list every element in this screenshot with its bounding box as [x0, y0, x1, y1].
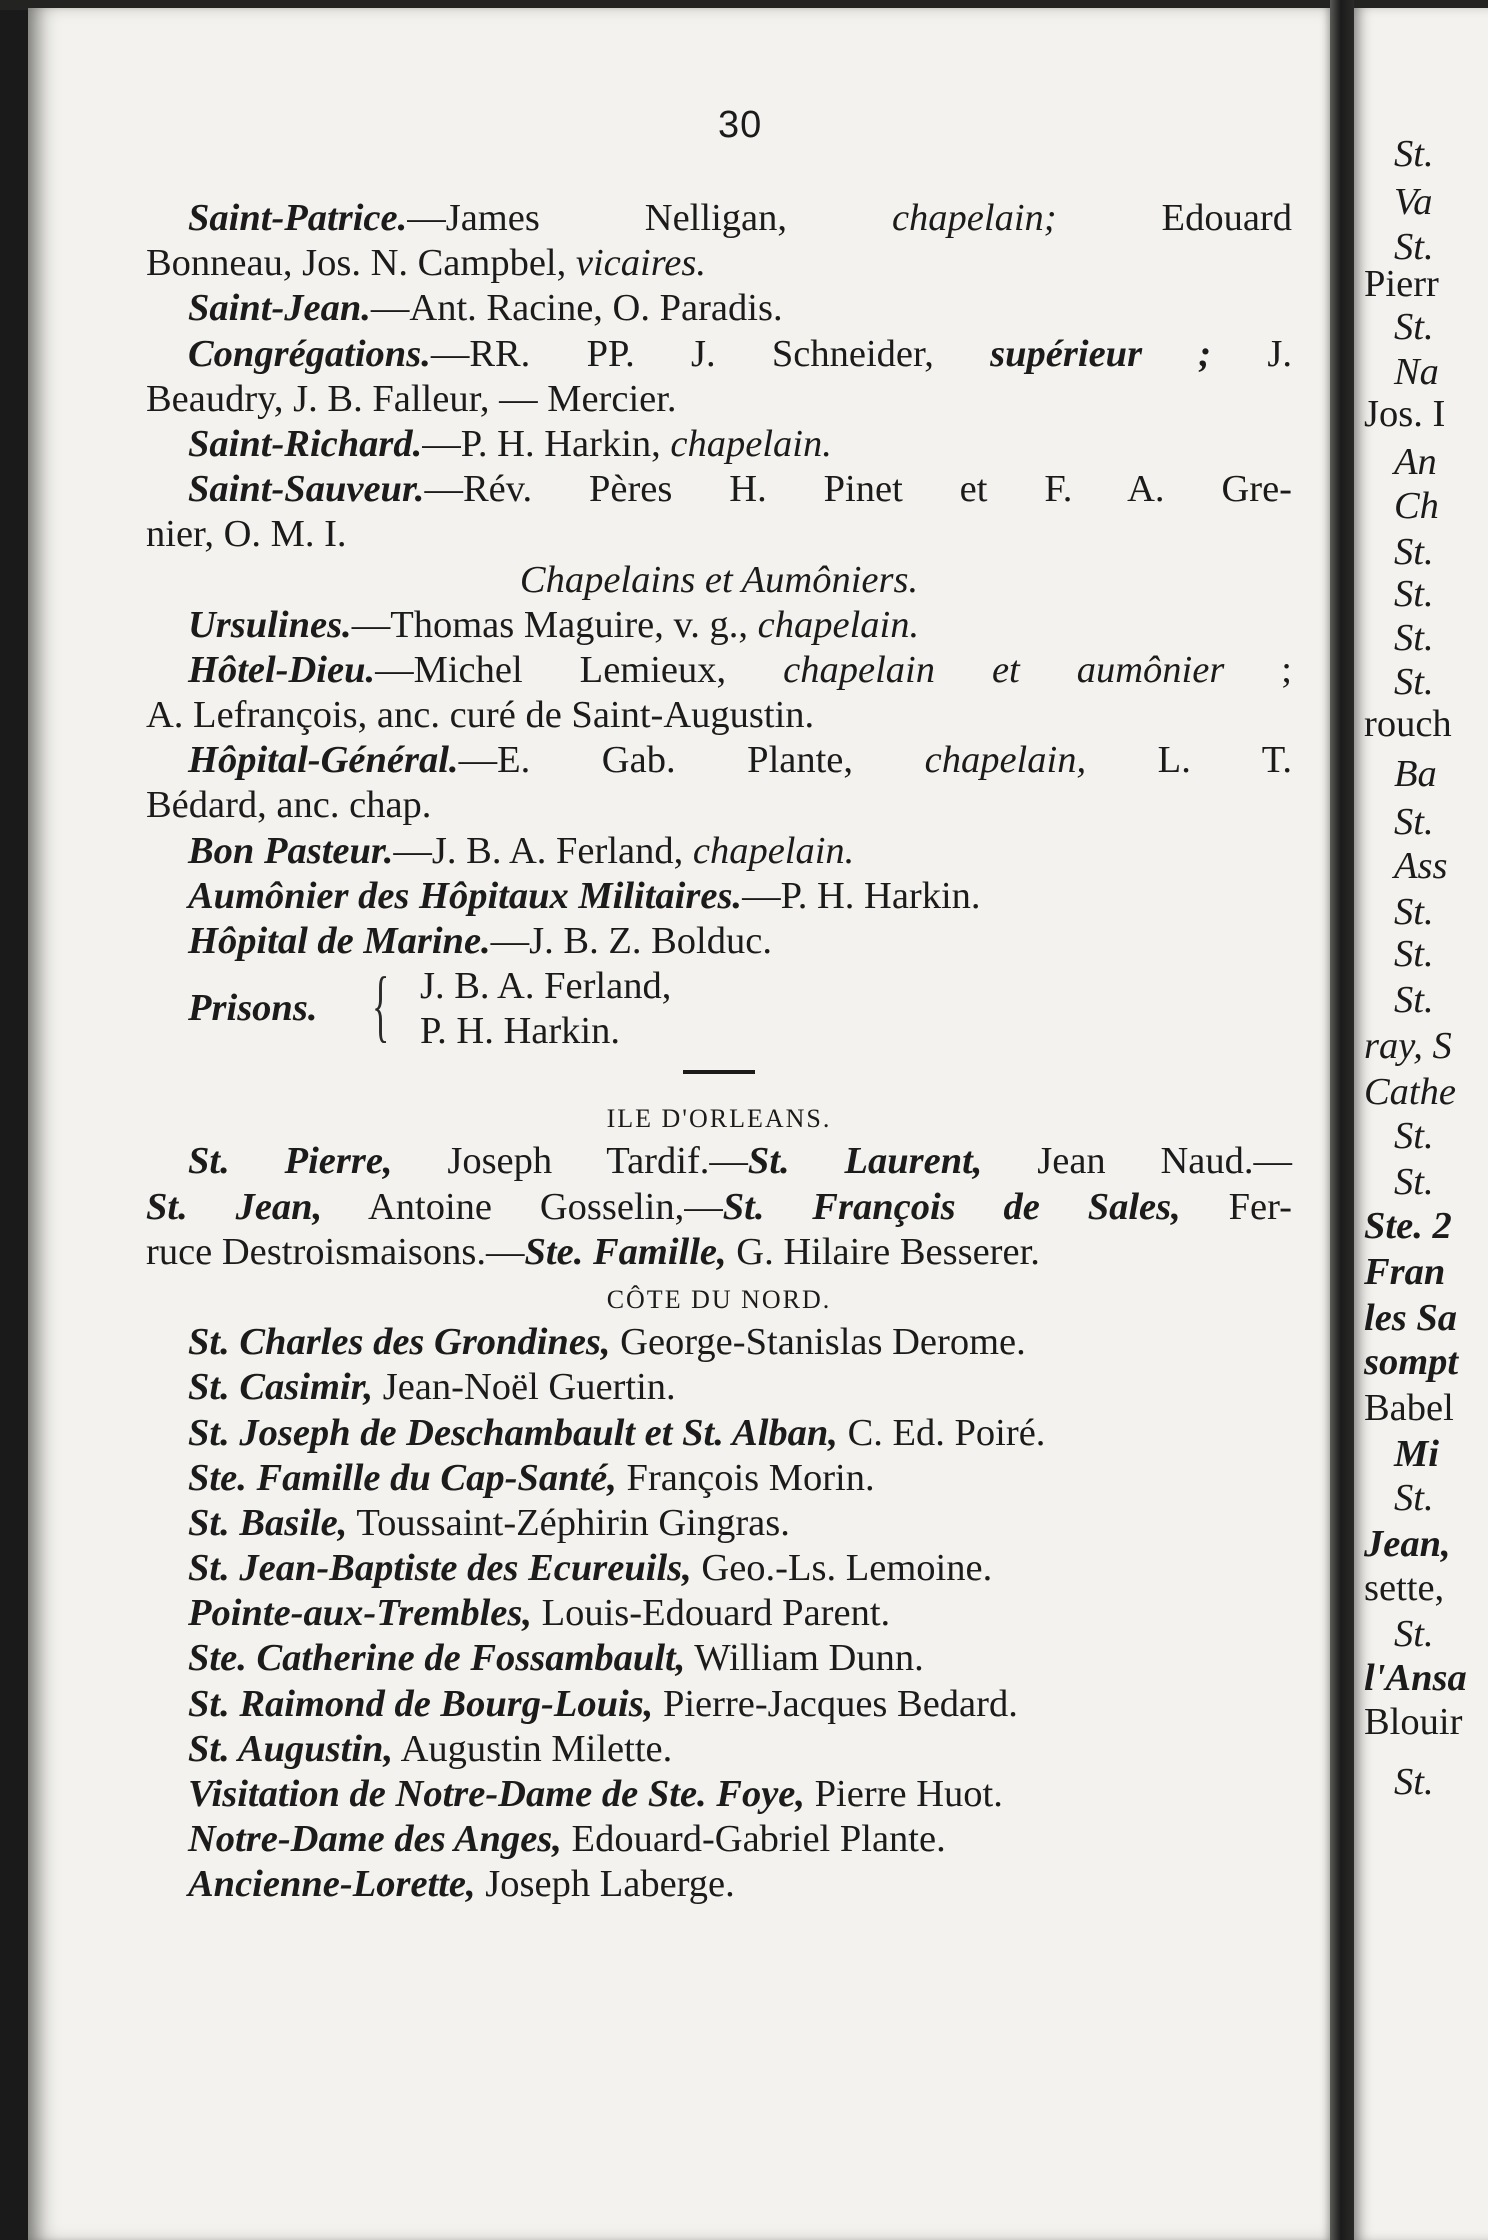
right-page-fragment: St. — [1394, 1115, 1434, 1157]
right-page-fragment: Va — [1394, 181, 1433, 223]
right-page-fragment: Fran — [1364, 1251, 1446, 1293]
parish-entry — [146, 1727, 1292, 1772]
right-page-fragment: St. — [1394, 306, 1434, 348]
parish-entry — [146, 1817, 1292, 1862]
page-number: 30 — [718, 104, 763, 146]
priest-name: François Morin. — [616, 1456, 875, 1499]
chapelains-heading: Chapelains et Aumôniers. — [519, 558, 919, 601]
parish-name: St. Augustin, — [188, 1727, 394, 1770]
parish-name: Visitation de Notre-Dame de Ste. Foye, — [188, 1773, 806, 1815]
entry-saint-jean: Saint-Jean.—Ant. Racine, O. Paradis. — [188, 287, 783, 330]
prisons-chaplain-1: J. B. A. Ferland, — [420, 965, 672, 1008]
right-page-fragment: les Sa — [1364, 1297, 1458, 1339]
entry-saint-patrice-cont: Bonneau, Jos. N. Campbel, vicaires. — [146, 242, 706, 285]
priest-name: Louis-Edouard Parent. — [531, 1592, 891, 1635]
entry-prisons — [146, 964, 1292, 1054]
entry-ursulines: Ursulines.—Thomas Maguire, v. g., chapelain. — [188, 603, 920, 646]
right-page-fragment: Babel — [1364, 1387, 1454, 1429]
right-page-fragment: Na — [1394, 351, 1439, 393]
parish-name: Notre-Dame des Anges, — [188, 1818, 562, 1861]
right-page-fragment: l'Ansa — [1364, 1657, 1467, 1699]
right-page-fragment: Ass — [1394, 845, 1448, 887]
entry-congregations: Congrégations.—RR. PP. J. Schneider, supérieur ; J. — [188, 332, 1293, 375]
right-page-fragment: rouch — [1364, 703, 1452, 745]
cote-du-nord-list — [146, 1320, 1292, 1907]
brace-glyph: { — [372, 962, 390, 1051]
parish-entry — [146, 1365, 1292, 1410]
right-page-fragment: St. — [1394, 1761, 1434, 1803]
right-page-fragment: St. — [1394, 1161, 1434, 1203]
entry-saint-patrice: Saint-Patrice.—James Nelligan, chapelain; Edouard — [188, 197, 1292, 239]
entry-aumonier-militaires: Aumônier des Hôpitaux Militaires.—P. H. Harkin. — [188, 874, 981, 917]
right-page-fragment: Cathe — [1364, 1071, 1456, 1113]
parish-name: Ste. Famille du Cap-Santé, — [188, 1456, 617, 1499]
priest-name: Geo.-Ls. Lemoine. — [691, 1547, 993, 1590]
ile-orleans-line-2: St. Jean, Antoine Gosselin,—St. François de Sales, Fer- — [146, 1185, 1292, 1228]
right-page-fragment: St. — [1394, 933, 1434, 975]
right-page-partial — [1354, 8, 1488, 2240]
parish-name: Pointe-aux-Trembles, — [188, 1592, 532, 1635]
right-page-fragment: St. — [1394, 133, 1434, 175]
parish-name: Ste. Catherine de Fossambault, — [188, 1637, 686, 1680]
parish-name: St. Raimond de Bourg-Louis, — [188, 1682, 654, 1725]
priest-name: William Dunn. — [685, 1637, 924, 1680]
priest-name: Augustin Milette. — [393, 1727, 673, 1770]
right-page-fragment: Jean, — [1364, 1523, 1451, 1565]
entry-congregations-cont: Beaudry, J. B. Falleur, — Mercier. — [146, 377, 677, 420]
parish-entry — [146, 1682, 1292, 1727]
priest-name: Joseph Laberge. — [475, 1863, 735, 1906]
priest-name: Edouard-Gabriel Plante. — [561, 1818, 946, 1861]
ile-orleans-line-3: ruce Destroismaisons.—Ste. Famille, G. Hilaire Besserer. — [146, 1230, 1040, 1273]
entry-hopital-general: Hôpital-Général.—E. Gab. Plante, chapelain, L. T. — [188, 739, 1293, 782]
right-page-fragment: sompt — [1364, 1341, 1459, 1383]
entry-bon-pasteur: Bon Pasteur.—J. B. A. Ferland, chapelain. — [188, 829, 855, 872]
right-page-fragment: St. — [1394, 801, 1434, 843]
right-page-fragment: Mi — [1394, 1433, 1439, 1475]
parish-name: St. Charles des Grondines, — [188, 1321, 611, 1364]
ile-orleans-line-1: St. Pierre, Joseph Tardif.—St. Laurent, Jean Naud.— — [188, 1140, 1292, 1183]
right-page-fragment: Pierr — [1364, 263, 1439, 305]
parish-entry — [146, 1320, 1292, 1365]
prisons-chaplain-2: P. H. Harkin. — [420, 1010, 620, 1053]
entry-saint-richard: Saint-Richard.—P. H. Harkin, chapelain. — [188, 422, 832, 465]
parish-name: St. Basile, — [188, 1501, 348, 1544]
right-page-fragment: Ste. 2 — [1364, 1205, 1452, 1247]
parish-entry — [146, 1546, 1292, 1591]
ile-orleans-heading: ILE D'ORLEANS. — [606, 1104, 832, 1134]
parish-name: St. Jean-Baptiste des Ecureuils, — [188, 1547, 692, 1590]
right-page-fragment: An — [1394, 441, 1437, 483]
priest-name: Toussaint-Zéphirin Gingras. — [347, 1501, 790, 1544]
parish-entry — [146, 1501, 1292, 1546]
parish-entry — [146, 1862, 1292, 1907]
entry-hopital-marine: Hôpital de Marine.—J. B. Z. Bolduc. — [188, 920, 772, 962]
book-gutter — [1330, 0, 1354, 2240]
entry-hopital-general-cont: Bédard, anc. chap. — [146, 784, 432, 827]
right-page-fragment: Ch — [1394, 485, 1439, 527]
parish-entry — [146, 1411, 1292, 1456]
priest-name: Pierre-Jacques Bedard. — [653, 1682, 1018, 1725]
parish-name: St. Casimir, — [188, 1366, 374, 1409]
right-page-fragment: sette, — [1364, 1567, 1445, 1609]
parish-name: St. Joseph de Deschambault et St. Alban, — [188, 1411, 838, 1454]
entry-hotel-dieu: Hôtel-Dieu.—Michel Lemieux, chapelain et aumônier ; — [188, 648, 1293, 691]
parish-entry — [146, 1456, 1292, 1501]
parish-entry — [146, 1636, 1292, 1681]
page-text — [146, 196, 1292, 1908]
right-page-fragment: St. — [1394, 661, 1434, 703]
parish-name: Ancienne-Lorette, — [188, 1863, 476, 1906]
parish-entry — [146, 1591, 1292, 1636]
right-page-fragment: Jos. I — [1364, 393, 1446, 435]
parish-entry — [146, 1772, 1292, 1817]
priest-name: C. Ed. Poiré. — [837, 1411, 1046, 1454]
entry-saint-sauveur: Saint-Sauveur.—Rév. Pères H. Pinet et F. A. Gre- — [188, 468, 1292, 511]
priest-name: Jean-Noël Guertin. — [373, 1366, 676, 1409]
entry-saint-sauveur-cont: nier, O. M. I. — [146, 513, 347, 556]
right-page-fragment: St. — [1394, 531, 1434, 573]
priest-name: Pierre Huot. — [805, 1773, 1003, 1815]
right-page-fragment: Ba — [1394, 753, 1437, 795]
right-page-fragment: St. — [1394, 1613, 1434, 1655]
right-page-fragment: St. — [1394, 573, 1434, 615]
priest-name: George-Stanislas Derome. — [610, 1321, 1026, 1364]
prisons-label: Prisons. — [188, 987, 318, 1030]
right-page-fragment: St. — [1394, 979, 1434, 1021]
right-page-fragment: St. — [1394, 226, 1434, 268]
entry-hotel-dieu-cont: A. Lefrançois, anc. curé de Saint-Augustin. — [146, 694, 815, 737]
right-page-fragment: St. — [1394, 1477, 1434, 1519]
right-page-fragment: ray, S — [1364, 1025, 1452, 1067]
right-page-fragment: Blouir — [1364, 1701, 1463, 1743]
section-divider — [683, 1070, 755, 1074]
cote-du-nord-heading: CÔTE DU NORD. — [606, 1284, 832, 1314]
right-page-fragment: St. — [1394, 617, 1434, 659]
right-page-fragment: St. — [1394, 891, 1434, 933]
